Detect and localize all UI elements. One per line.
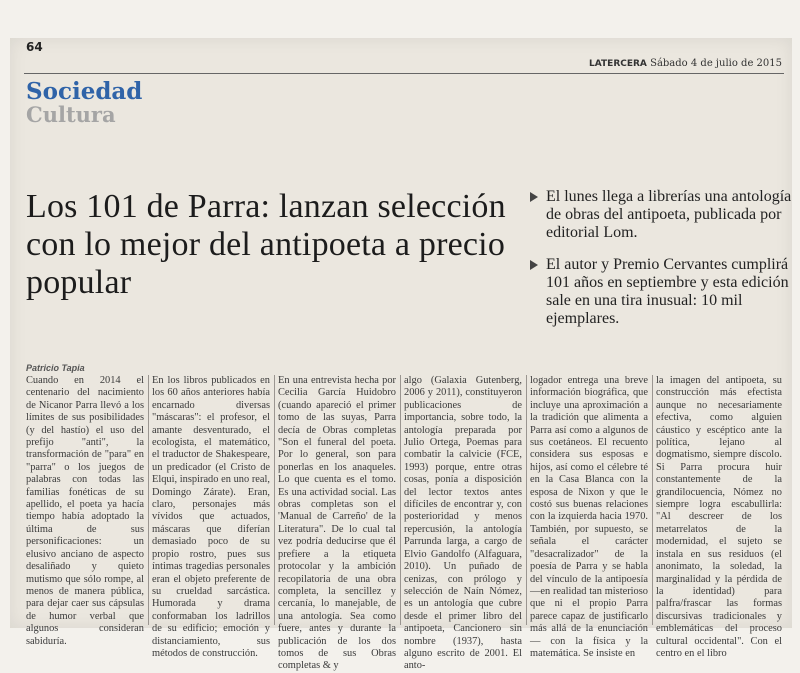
publication-name: LATERCERA <box>589 59 647 69</box>
article-headline: Los 101 de Parra: lanzan selección con lo mejor del antipoeta a precio popular <box>26 188 506 301</box>
column-divider <box>526 375 527 625</box>
column-divider <box>274 375 275 625</box>
bullet-text: El lunes llega a librerías una antología de obras del antipoeta, publicada por editorial Lom. <box>546 188 792 241</box>
bullet-text: El autor y Premio Cervantes cumplirá 101 años en septiembre y esta edición sale en una tira inusual: 10 mil ejemplares. <box>546 256 789 327</box>
triangle-bullet-icon <box>530 260 538 270</box>
column-divider <box>148 375 149 625</box>
article-column-4: algo (Galaxia Gutenberg, 2006 y 2011), constituyeron publicaciones de importancia, sobre todo, la antología preparada por Julio Ortega, Poemas para combatir la calvicie (FCE, 1993) porque, entre otras cosas, ponía a disposición del lector textos antes difíciles de encontrar y, con posterioridad y menos repercusión, la antología Parrunda larga, a cargo de Elvio Gandolfo (Alfaguara, 2010). Un puñado de cenizas, con prólogo y selección de Naín Nómez, es un antología que cubre desde el primer libro del antipoeta, Cancionero sin nombre (1937), hasta alguno escrito de 2001. El anto- <box>404 375 522 672</box>
article-column-3: En una entrevista hecha por Cecilia García Huidobro (cuando apareció el primer tomo de las suyas, Parra decía de Obras completas "Son el funeral del poeta. Por lo general, son para ponerlas en los anaqueles. Lo que cuenta es el tomo. Es una actividad social. Las obras completas son el 'Manual de Carreño' de la Literatura". De lo cual tal vez podría deducirse que él prefiere a la etiqueta protocolar y la ambición recopilatoria de una obra completa, la sencillez y cercanía, lo manejable, de una antología. Sea como fuere, antes y durante la publicación de los dos tomos de sus Obras completas & y <box>278 375 396 672</box>
section-title: Sociedad <box>26 78 143 105</box>
page-number: 64 <box>26 40 43 54</box>
subsection-title: Cultura <box>26 102 116 127</box>
newspaper-page <box>10 38 792 672</box>
summary-bullet <box>530 188 795 242</box>
column-divider <box>652 375 653 625</box>
page-header <box>589 58 782 69</box>
header-rule <box>24 73 784 74</box>
article-column-1: Cuando en 2014 el centenario del nacimiento de Nicanor Parra llevó a los límites de sus posibilidades (y del hastío) el uso del prefijo "anti", la transformación de "para" en "parra" o los juegos de palabras con todas las familias fonéticas de su apellido, el poeta ya hacía tiempo había adoptado la última de sus personificaciones: un elusivo anciano de aspecto desaliñado y quieto mutismo que sólo rompe, al menos de manera pública, para dejar caer sus cápsulas de humor verbal que algunos consideran sabiduría. <box>26 375 144 647</box>
summary-bullet <box>530 256 795 328</box>
publication-date: Sábado 4 de julio de 2015 <box>650 58 782 69</box>
article-column-5: logador entrega una breve información biográfica, que incluye una aproximación a la tradición que alimenta a Parra así como a algunos de sus coetáneos. El recuento considera sus esposas e hijos, así como el célebre té en la Casa Blanca con la esposa de Nixon y que le costó sus buenas relaciones con la izquierda hacia 1970. También, por supuesto, se señala el carácter "desacralizador" de la poesía de Parra y se habla del vínculo de la antipoesía —en realidad tan misterioso que ni el propio Parra parece capaz de justificarlo más allá de la enunciación— con la física y la matemática. Se insiste en <box>530 375 648 659</box>
column-divider <box>400 375 401 625</box>
article-column-2: En los libros publicados en los 60 años anteriores había encarnado diversas "máscaras": el profesor, el amante desventurado, el ecologista, el matemático, el traductor de Shakespeare, un predicador (el Cristo de Elqui, inspirado en uno real, Domingo Zárate). Eran, claro, personajes más vívidos que actuados, máscaras que diferían demasiado poco de su propio rostro, pues sus íntimas tragedias personales eran el objeto preferente de su crueldad sarcástica. Humorada y drama conformaban los ladrillos de su edificio; emoción y distanciamiento, sus métodos de construcción. <box>152 375 270 659</box>
byline: Patricio Tapia <box>26 363 85 373</box>
triangle-bullet-icon <box>530 192 538 202</box>
article-column-6: la imagen del antipoeta, su construcción más efectista aunque no necesariamente efectiva, como alguien cáustico y escéptico ante la política, lejano al dogmatismo, siempre díscolo. Si Parra procura huir constantemente de la grandilocuencia, Nómez no siempre logra escabullirla: "Al descreer de los metarrelatos de la modernidad, el sujeto se instala en sus residuos (el anonimato, la soledad, la marginalidad y la pérdida de la identidad) para palfra/frascar las formas discursivas tradicionales y emblemáticas del proceso cultural occidental". Con el centro en el libro <box>656 375 782 659</box>
summary-bullets <box>530 188 795 342</box>
